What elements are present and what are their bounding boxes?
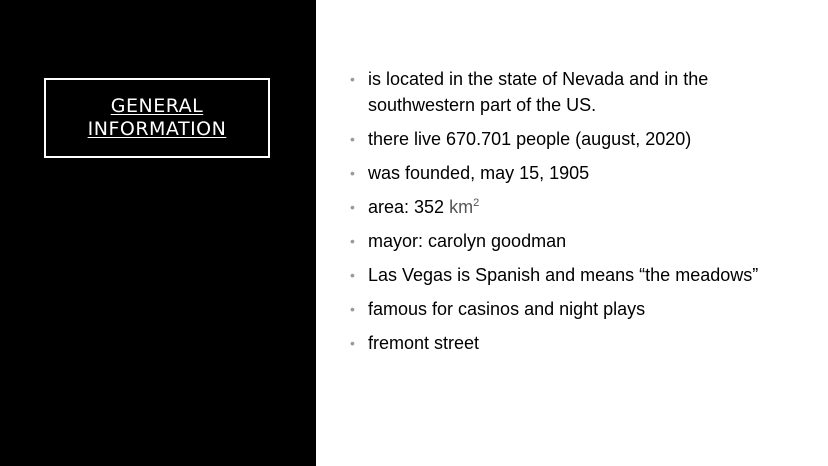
title-line-1: GENERAL: [110, 95, 204, 117]
list-item: [350, 126, 800, 152]
area-unit: km: [449, 197, 474, 217]
bullet-text: famous for casinos and night plays: [368, 299, 646, 319]
list-item: [350, 66, 800, 118]
bullet-icon: •: [350, 335, 355, 351]
title-line-2: INFORMATION: [87, 118, 227, 140]
bullet-text: area: 352: [368, 197, 450, 217]
bullet-icon: •: [350, 71, 355, 87]
list-item: [350, 296, 800, 322]
bullet-text: mayor: carolyn goodman: [368, 231, 567, 251]
bullet-icon: •: [350, 301, 355, 317]
list-item: [350, 228, 800, 254]
area-unit-exponent: 2: [473, 197, 480, 209]
slide-title: [88, 95, 227, 141]
list-item: [350, 330, 800, 356]
title-frame: [44, 78, 270, 158]
list-item: [350, 160, 800, 186]
bullet-icon: •: [350, 199, 355, 215]
bullet-text: was founded, may 15, 1905: [368, 163, 590, 183]
bullet-icon: •: [350, 267, 355, 283]
bullet-icon: •: [350, 233, 355, 249]
bullet-text: there live 670.701 people (august, 2020): [368, 129, 692, 149]
bullet-text: Las Vegas is Spanish and means “the meadows”: [368, 265, 759, 285]
bullet-text: fremont street: [368, 333, 480, 353]
bullet-list: [350, 66, 800, 364]
list-item: [350, 194, 800, 220]
bullet-icon: •: [350, 165, 355, 181]
bullet-icon: •: [350, 131, 355, 147]
list-item: [350, 262, 800, 288]
bullet-text: is located in the state of Nevada and in the southwestern part of the US.: [368, 69, 709, 115]
left-panel: [0, 0, 316, 466]
